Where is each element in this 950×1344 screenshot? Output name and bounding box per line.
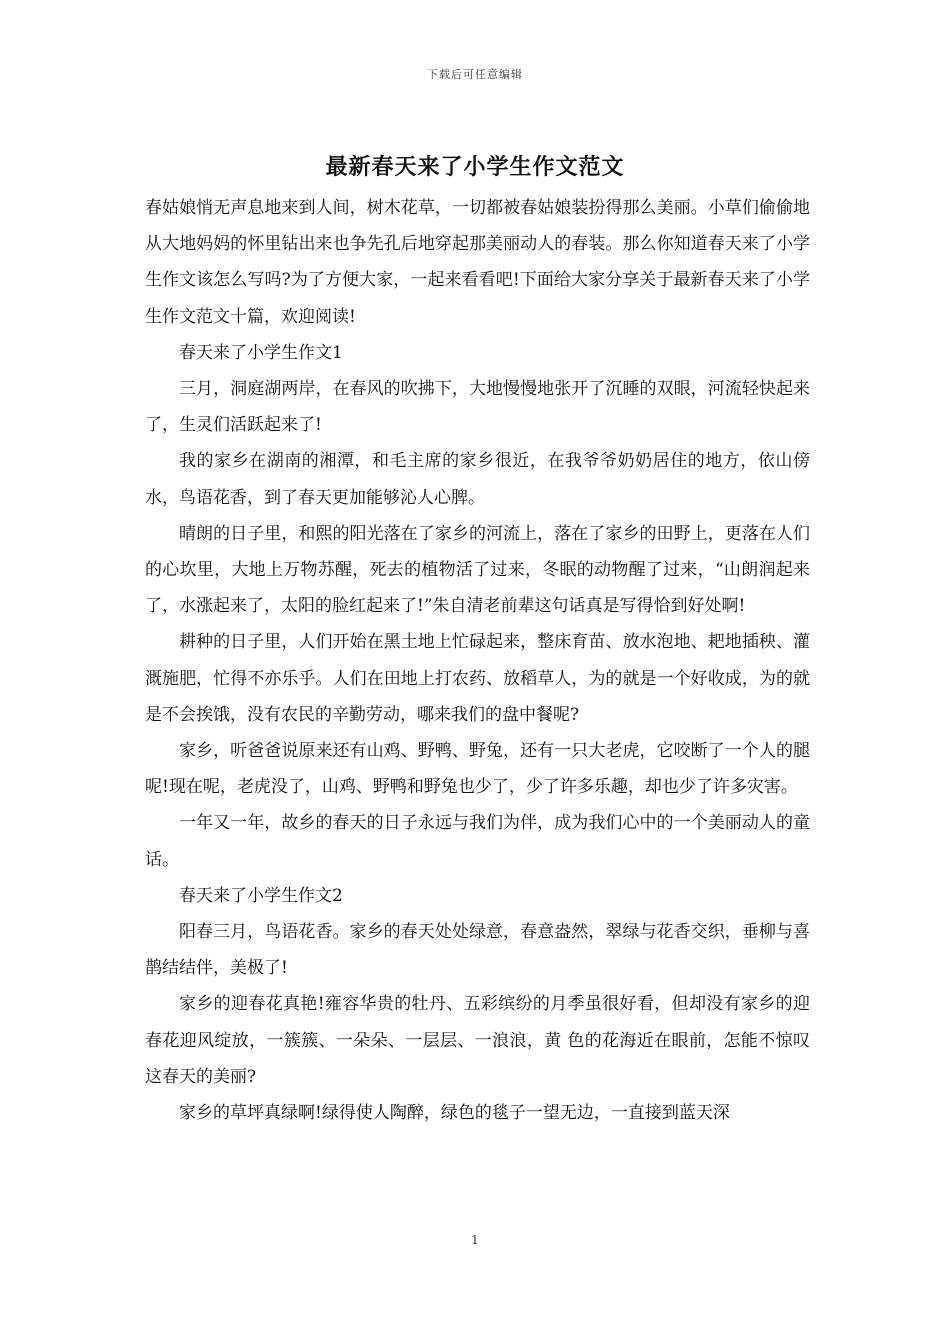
document-title: 最新春天来了小学生作文范文 — [325, 154, 625, 180]
paragraph: 阳春三月，鸟语花香。家乡的春天处处绿意，春意盎然，翠绿与花香交织，垂柳与喜鹊结结伴，美极了! — [145, 922, 810, 979]
intro-paragraph: 春姑娘悄无声息地来到人间，树木花草，一切都被春姑娘装扮得那么美丽。小草们偷偷地从大地妈妈的怀里钻出来也争先孔后地穿起那美丽动人的春装。那么你知道春天来了小学生作文该怎么写吗?为了方便大家，一起来看看吧!下面给大家分享关于最新春天来了小学生作文范文十篇，欢迎阅读! — [145, 198, 810, 327]
header-note: 下载后可任意编辑 — [427, 68, 523, 81]
paragraph: 我的家乡在湖南的湘潭，和毛主席的家乡很近，在我爷爷奶奶居住的地方，依山傍水，鸟语花香，到了春天更加能够沁人心脾。 — [145, 451, 810, 508]
section-heading-1: 春天来了小学生作文1 — [179, 342, 343, 363]
paragraph: 家乡的迎春花真艳!雍容华贵的牡丹、五彩缤纷的月季虽很好看，但却没有家乡的迎春花迎风绽放，一簇簇、一朵朵、一层层、一浪浪，黄 色的花海近在眼前，怎能不惊叹这春天的美丽? — [145, 994, 810, 1087]
document-body — [145, 190, 810, 1131]
section-heading-2: 春天来了小学生作文2 — [179, 885, 343, 906]
paragraph: 家乡的草坪真绿啊!绿得使人陶醉，绿色的毯子一望无边，一直接到蓝天深 — [179, 1103, 730, 1124]
paragraph: 一年又一年，故乡的春天的日子永远与我们为伴，成为我们心中的一个美丽动人的童话。 — [145, 813, 810, 870]
paragraph: 耕种的日子里，人们开始在黑土地上忙碌起来，整床育苗、放水泡地、耙地插秧、灌溉施肥，忙得不亦乐乎。人们在田地上打农药、放稻草人，为的就是一个好收成，为的就是不会挨饿，没有农民的辛勤劳动，哪来我们的盘中餐呢? — [145, 632, 810, 725]
page-number: 1 — [471, 1233, 479, 1247]
paragraph: 晴朗的日子里，和熙的阳光落在了家乡的河流上，落在了家乡的田野上，更落在人们的心坎里，大地上万物苏醒，死去的植物活了过来，冬眠的动物醒了过来，“山朗润起来了，水涨起来了，太阳的脸红起来了!”朱自清老前辈这句话真是写得恰到好处啊! — [145, 523, 810, 617]
paragraph: 三月，洞庭湖两岸，在春风的吹拂下，大地慢慢地张开了沉睡的双眼，河流轻快起来了，生灵们活跃起来了! — [145, 379, 810, 436]
paragraph: 家乡，听爸爸说原来还有山鸡、野鸭、野兔，还有一只大老虎，它咬断了一个人的腿呢!现在呢，老虎没了，山鸡、野鸭和野兔也少了，少了许多乐趣，却也少了许多灾害。 — [145, 741, 810, 798]
